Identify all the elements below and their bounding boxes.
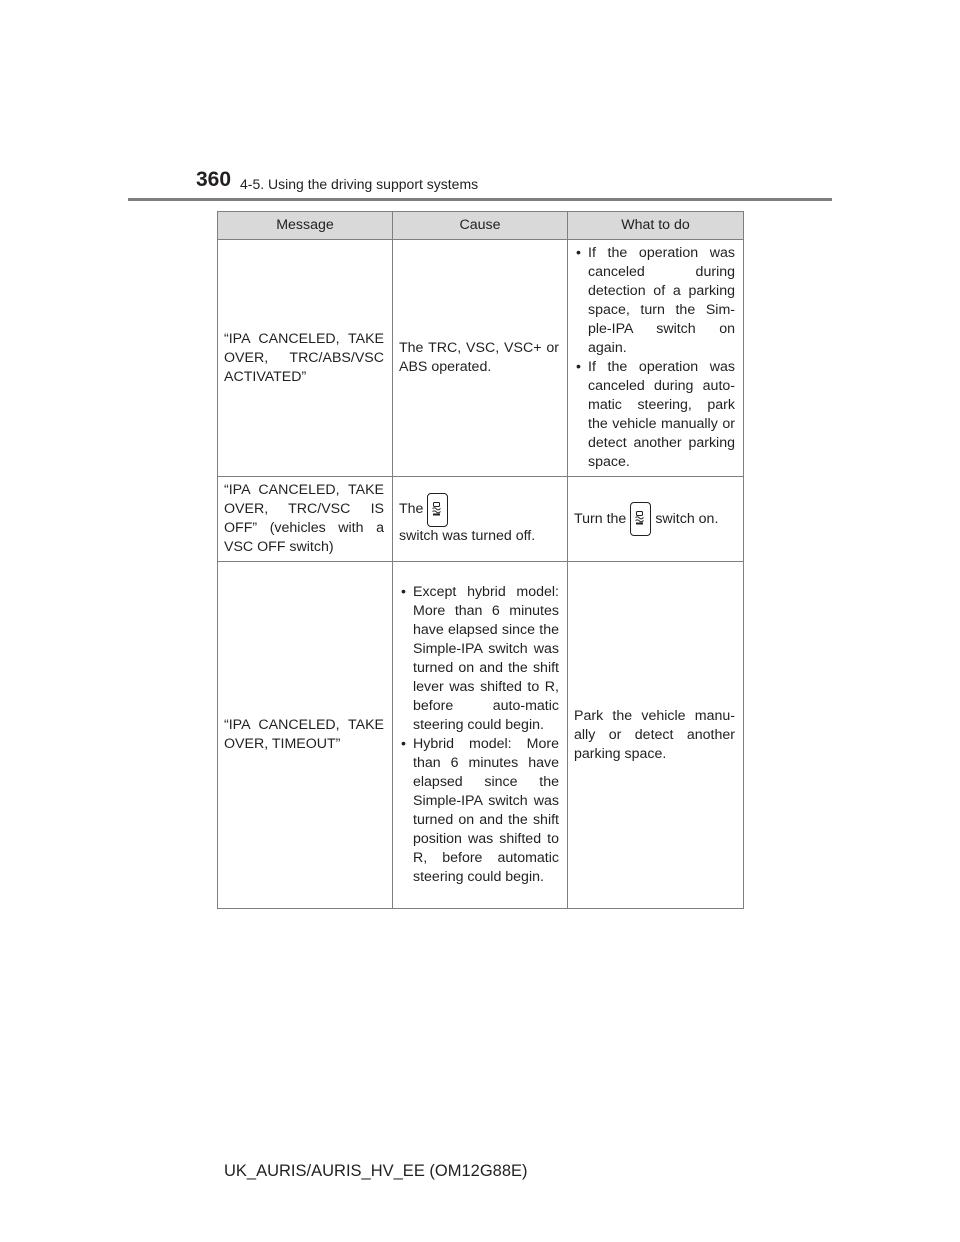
message-cell: “IPA CANCELED, TAKE OVER, TIMEOUT” bbox=[218, 562, 393, 909]
list-item: • If the operation was canceled during detection of a parking space, turn the Sim-ple-IPA switch on again. bbox=[574, 244, 735, 358]
table-row bbox=[218, 562, 744, 909]
what-to-do-text-before: Turn the bbox=[574, 510, 627, 527]
cause-cell bbox=[393, 477, 568, 562]
model-code-footer: UK_AURIS/AURIS_HV_EE (OM12G88E) bbox=[224, 1162, 528, 1180]
what-to-do-cell bbox=[568, 477, 744, 562]
cause-text-after: switch was turned off. bbox=[399, 527, 536, 544]
what-to-do-cell: Park the vehicle manu-ally or detect another parking space. bbox=[568, 562, 744, 909]
table-row bbox=[218, 477, 744, 562]
column-header-cause: Cause bbox=[393, 212, 568, 240]
message-cell: “IPA CANCELED, TAKE OVER, TRC/ABS/VSC ACTIVATED” bbox=[218, 240, 393, 477]
cause-cell: The TRC, VSC, VSC+ or ABS operated. bbox=[393, 240, 568, 477]
list-item: • Hybrid model: More than 6 minutes have elapsed since the Simple-IPA switch was turned on and the shift position was shifted to R, before automatic steering could begin. bbox=[399, 735, 559, 887]
page-number: 360 bbox=[196, 168, 232, 191]
table-header-row bbox=[218, 212, 744, 240]
ipa-message-table bbox=[217, 211, 744, 909]
vsc-off-switch-icon bbox=[427, 493, 448, 527]
vsc-off-switch-icon bbox=[630, 502, 651, 536]
message-cell: “IPA CANCELED, TAKE OVER, TRC/VSC IS OFF” (vehicles with a VSC OFF switch) bbox=[218, 477, 393, 562]
cause-cell bbox=[393, 562, 568, 909]
header-rule bbox=[128, 198, 832, 201]
what-to-do-cell bbox=[568, 240, 744, 477]
section-title: 4-5. Using the driving support systems bbox=[240, 176, 479, 192]
column-header-what-to-do: What to do bbox=[568, 212, 744, 240]
table-row bbox=[218, 240, 744, 477]
column-header-message: Message bbox=[218, 212, 393, 240]
cause-text-before: The bbox=[399, 501, 424, 517]
what-to-do-text-after: switch on. bbox=[655, 510, 719, 527]
list-item: • Except hybrid model: More than 6 minutes have elapsed since the Simple-IPA switch was turned on and the shift lever was shifted to R, before auto-matic steering could begin. bbox=[399, 583, 559, 735]
list-item: • If the operation was canceled during auto-matic steering, park the vehicle manually or detect another parking space. bbox=[574, 358, 735, 472]
